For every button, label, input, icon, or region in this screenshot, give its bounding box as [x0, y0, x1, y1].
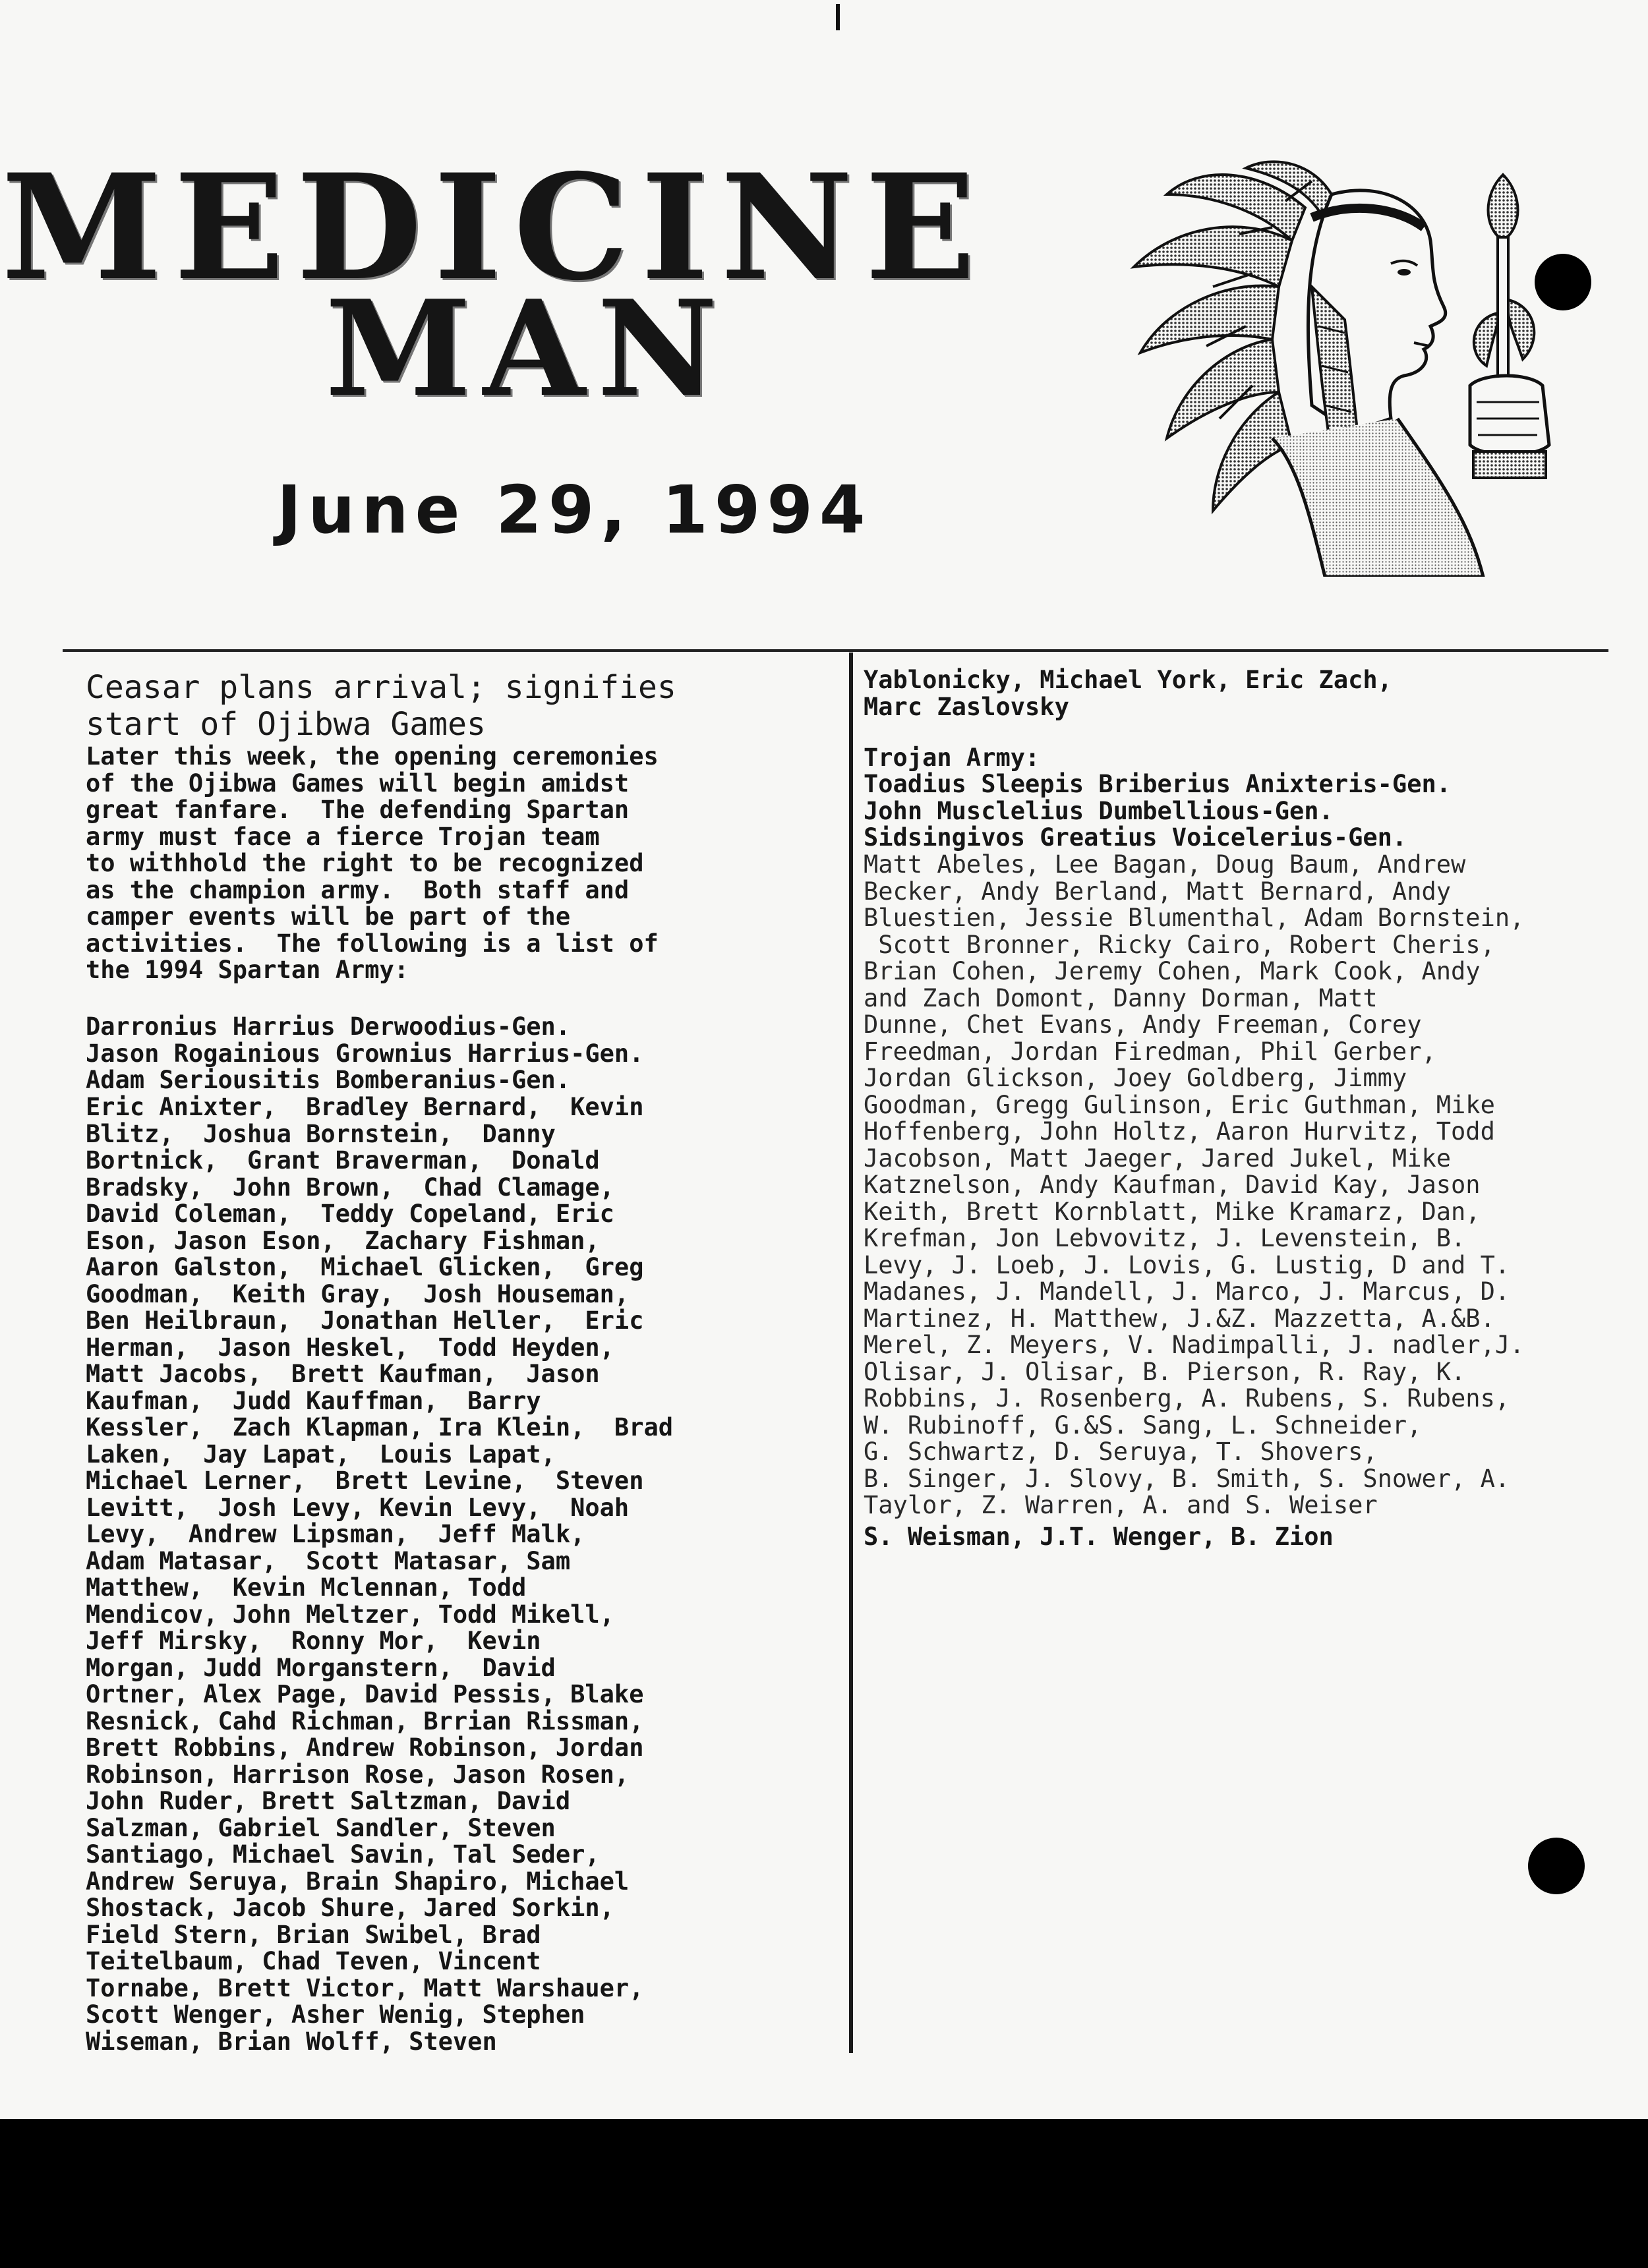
trojan-generals: Toadius Sleepis Briberius Anixteris-Gen. John Musclelius Dumbellious-Gen. Sidsingivos Greatius Voicelerius-Gen.	[864, 770, 1452, 852]
scan-bottom-border	[0, 2119, 1648, 2268]
article-headline: Ceasar plans arrival; signifies start of Ojibwa Games	[86, 669, 676, 743]
trojan-army-names: Matt Abeles, Lee Bagan, Doug Baum, Andrew Becker, Andy Berland, Matt Bernard, Andy Bluestien, Jessie Blumenthal, Adam Bornstein, Scott Bronner, Ricky Cairo, Robert Cheris, Brian Cohen, Jeremy Cohen, Mark Cook, Andy and Zach Domont, Danny Dorman, Matt Dunne, Chet Evans, Andy Freeman, Corey Freedman, Jordan Firedman, Phil Gerber, Jordan Glickson, Joey Goldberg, Jimmy Goodman, Gregg Gulinson, Eric Guthman, Mike Hoffenberg, John Holtz, Aaron Hurvitz, Todd Jacobson, Matt Jaeger, Jared Jukel, Mike Katznelson, Andy Kaufman, David Kay, Jason Keith, Brett Kornblatt, Mike Kramarz, Dan, Krefman, Jon Lebvovitz, J. Levenstein, B. Levy, J. Loeb, J. Lovis, G. Lustig, D and T. Madanes, J. Mandell, J. Marco, J. Marcus, D. Martinez, H. Matthew, J.&Z. Mazzetta, A.&B. Merel, Z. Meyers, V. Nadimpalli, J. nadler,J. Olisar, J. Olisar, B. Pierson, R. Ray, K. Robbins, J. Rosenberg, A. Rubens, S. Rubens, W. Rubinoff, G.&S. Sang, L. Schneider, G. Schwartz, D. Seruya, T. Shovers, B. Singer, J. Slovy, B. Smith, S. Snower, A. Taylor, Z. Warren, A. and S. Weiser	[864, 850, 1525, 1519]
spartan-generals: Darronius Harrius Derwoodius-Gen. Jason Rogainious Grownius Harrius-Gen. Adam Seriousitis Bomberanius-Gen.	[86, 1012, 644, 1094]
native-chief-headdress-with-torch-icon	[1114, 155, 1575, 577]
column-divider	[849, 653, 853, 2053]
trojan-army-heading: Trojan Army:	[864, 743, 1040, 772]
masthead-title-line2: MAN	[325, 272, 730, 426]
issue-date: June 29, 1994	[277, 471, 872, 548]
trojan-names-last: S. Weisman, J.T. Wenger, B. Zion	[864, 1523, 1334, 1551]
spartan-names-continued: Yablonicky, Michael York, Eric Zach, Marc Zaslovsky	[864, 666, 1392, 721]
masthead-title-line1: MEDICINE	[1, 142, 987, 312]
spartan-army-names: Eric Anixter, Bradley Bernard, Kevin Blitz, Joshua Bornstein, Danny Bortnick, Grant Braverman, Donald Bradsky, John Brown, Chad Clamage, David Coleman, Teddy Copeland, Eric Eson, Jason Eson, Zachary Fishman, Aaron Galston, Michael Glicken, Greg Goodman, Keith Gray, Josh Houseman, Ben Heilbraun, Jonathan Heller, Eric Herman, Jason Heskel, Todd Heyden, Matt Jacobs, Brett Kaufman, Jason Kaufman, Judd Kauffman, Barry Kessler, Zach Klapman, Ira Klein, Brad Laken, Jay Lapat, Louis Lapat, Michael Lerner, Brett Levine, Steven Levitt, Josh Levy, Kevin Levy, Noah Levy, Andrew Lipsman, Jeff Malk, Adam Matasar, Scott Matasar, Sam Matthew, Kevin Mclennan, Todd Mendicov, John Meltzer, Todd Mikell, Jeff Mirsky, Ronny Mor, Kevin Morgan, Judd Morganstern, David Ortner, Alex Page, David Pessis, Blake Resnick, Cahd Richman, Brrian Rissman, Brett Robbins, Andrew Robinson, Jordan Robinson, Harrison Rose, Jason Rosen, John Ruder, Brett Saltzman, David Salzman, Gabriel Sandler, Steven Santiago, Michael Savin, Tal Seder, Andrew Seruya, Brain Shapiro, Michael Shostack, Jacob Shure, Jared Sorkin, Field Stern, Brian Swibel, Brad Teitelbaum, Chad Teven, Vincent Tornabe, Brett Victor, Matt Warshauer, Scott Wenger, Asher Wenig, Stephen Wiseman, Brian Wolff, Steven	[86, 1093, 674, 2056]
top-tick-mark	[836, 4, 840, 30]
binder-hole-bottom	[1528, 1838, 1585, 1894]
header-rule	[63, 649, 1608, 652]
article-body: Later this week, the opening ceremonies of the Ojibwa Games will begin amidst great fanfare. The defending Spartan army must face a fierce Trojan team to withhold the right to be recognized as the champion army. Both staff and camper events will be part of the activities. The following is a list of the 1994 Spartan Army:	[86, 742, 659, 984]
